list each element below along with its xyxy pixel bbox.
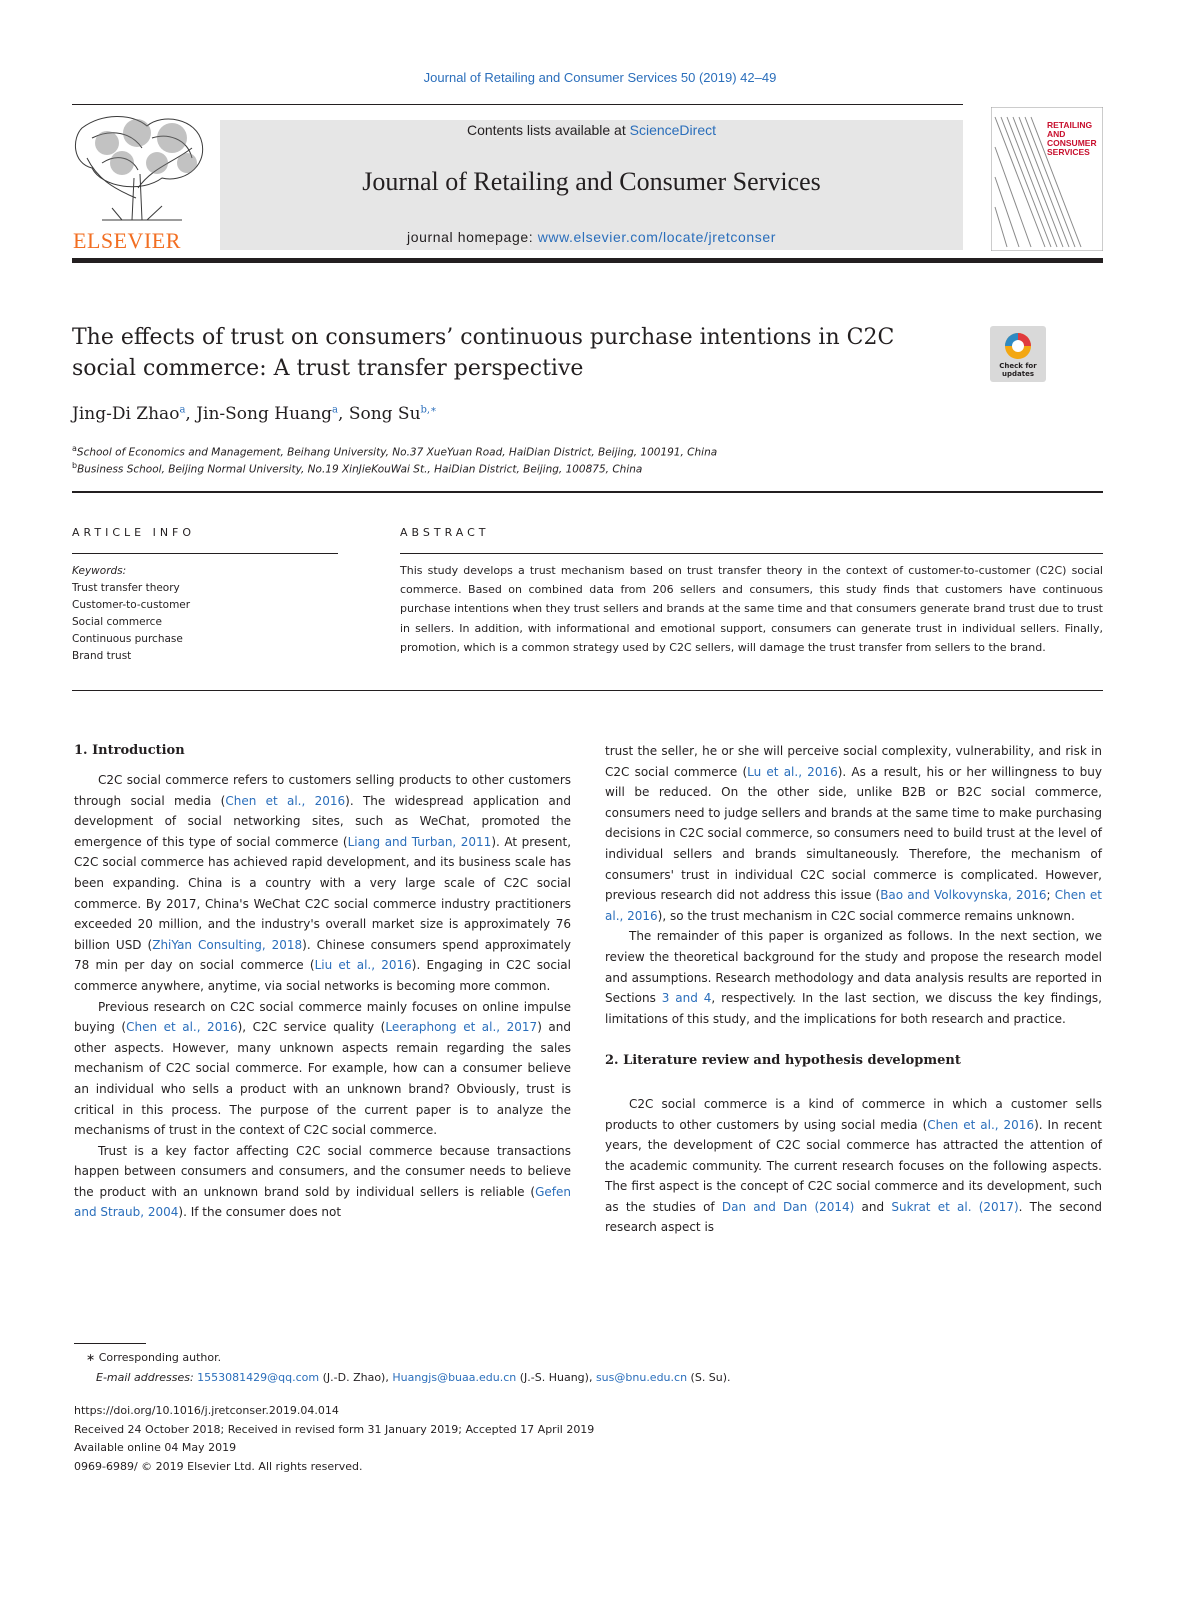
journal-cover-thumbnail (991, 107, 1103, 251)
paragraph-text: ). In recent years, the development of C2C social commerce has attracted the attention of the academic community. The current research focuses on the following aspects. The first aspect is the concept of C2C social commerce and its development, such as the studies of (605, 1117, 1103, 1214)
header-rule (72, 104, 963, 105)
crossmark-label-line: Check for (999, 362, 1037, 370)
body-paragraph (605, 741, 1102, 926)
homepage-line (220, 229, 963, 245)
citation-link[interactable]: Lu et al., 2016 (747, 764, 838, 779)
affiliation-text: Business School, Beijing Normal University, No.19 XinJieKouWai St., HaiDian District, Beijing, 100875, China (77, 463, 643, 476)
paragraph-text: C2C social commerce refers to customers selling products to other customers through social media ( (74, 773, 571, 808)
author-name[interactable]: Song Su (348, 404, 421, 424)
body-paragraph (605, 1094, 1102, 1238)
section-heading-introduction: 1. Introduction (74, 743, 185, 758)
available-online-date: Available online 04 May 2019 (74, 1441, 237, 1454)
email-owner: (J.-D. Zhao), (319, 1371, 393, 1384)
keyword-item: Continuous purchase (72, 633, 183, 645)
citation-link[interactable]: Leeraphong et al., 2017 (385, 1020, 538, 1035)
paragraph-text: and (854, 1199, 892, 1214)
paragraph-text: ). Engaging in C2C social commerce anywhere, anytime, via social networks is becoming more common. (74, 958, 571, 993)
author-name[interactable]: Jing-Di Zhao (72, 404, 180, 424)
corresponding-author-note: ∗ Corresponding author. (86, 1351, 222, 1364)
publisher-name: ELSEVIER (73, 228, 181, 253)
citation-link[interactable]: Bao and Volkovynska, 2016 (880, 888, 1047, 903)
journal-citation-link[interactable]: Journal of Retailing and Consumer Services 50 (2019) 42–49 (423, 70, 777, 85)
keyword-item: Trust transfer theory (72, 582, 180, 594)
crossmark-label-line: updates (1002, 370, 1034, 378)
citation-link[interactable]: Gefen and Straub, 2004 (74, 1184, 571, 1220)
citation-link[interactable]: Liang and Turban, 2011 (347, 834, 492, 849)
author-affiliation-mark[interactable]: b,∗ (420, 404, 437, 416)
paragraph-text: ), so the trust mechanism in C2C social commerce remains unknown. (657, 908, 1075, 923)
paragraph-text: ). At present, C2C social commerce has achieved rapid development, and its business scale has been expanding. China is a country with a very large scale of C2C social commerce. By 2017, China's WeChat C2C social commerce industry practitioners exceeded 20 million, and the industry's overall market size is approximately 76 billion USD ( (74, 834, 572, 952)
citation-link[interactable]: ZhiYan Consulting, 2018 (152, 937, 303, 952)
section-rule (72, 491, 1103, 493)
contents-line (220, 122, 963, 138)
citation-link[interactable]: Chen et al., 2016 (225, 793, 346, 808)
doi-link[interactable]: https://doi.org/10.1016/j.jretconser.2019.04.014 (74, 1404, 339, 1417)
article-title (72, 322, 972, 384)
citation-link[interactable]: Sukrat et al. (2017) (891, 1199, 1019, 1214)
body-paragraph (74, 770, 571, 997)
section-rule (72, 690, 1103, 691)
journal-title: Journal of Retailing and Consumer Services (362, 167, 821, 196)
body-paragraph (74, 1141, 571, 1223)
paragraph-text: ). As a result, his or her willingness to buy will be reduced. On the other side, unlike B2B or B2C social commerce, consumers need to judge sellers and brands at the same time to make purchasing decisions in C2C social commerce, so consumers need to build trust at the level of individual sellers and brands simultaneously. Therefore, the mechanism of consumers' trust in individual C2C social commerce is complicated. However, previous research did not address this issue ( (605, 764, 1103, 903)
journal-homepage-link[interactable]: www.elsevier.com/locate/jretconser (537, 229, 776, 245)
keyword-item: Customer-to-customer (72, 599, 191, 611)
citation-link[interactable]: Chen et al., 2016 (605, 888, 1102, 923)
keyword-item: Brand trust (72, 650, 132, 662)
citation-link[interactable]: Liu et al., 2016 (314, 958, 412, 973)
author-affiliation-mark[interactable]: a (179, 404, 186, 416)
paragraph-text: , respectively. In the last section, we discuss the key findings, limitations of this study, and the implications for both research and practice. (605, 991, 1102, 1026)
cover-title-line: RETAILING (1047, 120, 1093, 130)
paragraph-text: Trust is a key factor affecting C2C social commerce because transactions happen between consumers and consumers, and the consumer needs to believe the product with an unknown brand sold by individual sellers is reliable ( (74, 1143, 571, 1199)
citation-link[interactable]: 3 and 4 (661, 991, 712, 1006)
check-for-updates-badge[interactable] (990, 326, 1046, 382)
paragraph-text: Previous research on C2C social commerce mainly focuses on online impulse buying ( (74, 999, 571, 1035)
sciencedirect-link[interactable]: ScienceDirect (629, 122, 716, 138)
email-owner: (S. Su). (687, 1371, 731, 1384)
citation-link[interactable]: Dan and Dan (2014) (721, 1199, 855, 1214)
paragraph-text: . The second research aspect is (605, 1199, 1102, 1235)
footnote-rule (74, 1343, 146, 1344)
author-affiliation-mark[interactable]: a (332, 404, 338, 416)
paragraph-text: trust the seller, he or she will perceive social complexity, vulnerability, and risk in C2C social commerce ( (605, 744, 1102, 779)
body-paragraph (605, 926, 1102, 1029)
affiliation-text: School of Economics and Management, Beihang University, No.37 XueYuan Road, HaiDian District, Beijing, 100191, China (76, 446, 718, 459)
left-text-column (74, 770, 571, 1223)
affiliation-mark: b (72, 461, 78, 470)
body-paragraph (74, 997, 571, 1141)
received-dates: Received 24 October 2018; Received in revised form 31 January 2019; Accepted 17 April 2019 (74, 1423, 595, 1436)
paragraph-text: ). The widespread application and development of social networking sites, such as WeChat, promoted the emergence of this type of social commerce ( (74, 793, 571, 849)
cover-title-line: CONSUMER (1047, 138, 1097, 148)
paragraph-text: ). If the consumer does not (178, 1205, 342, 1220)
author-name[interactable]: Jin-Song Huang (196, 404, 333, 424)
crossmark-label (990, 362, 1046, 378)
paragraph-text: The remainder of this paper is organized as follows. In the next section, we review the theoretical background for the study and propose the research model and assumptions. Research methodology and data analysis results are reported in Sections (605, 929, 1102, 1006)
paragraph-text: ), C2C service quality ( (237, 1020, 386, 1035)
paragraph-text: C2C social commerce is a kind of commerce in which a customer sells products to other customers by using social media ( (605, 1096, 1102, 1132)
keyword-item: Social commerce (72, 616, 162, 628)
paragraph-text: ). Chinese consumers spend approximately 78 min per day on social commerce ( (74, 937, 571, 973)
citation-link[interactable]: Chen et al., 2016 (126, 1020, 238, 1035)
affiliation-a (72, 444, 717, 459)
copyright-notice: 0969-6989/ © 2019 Elsevier Ltd. All rights reserved. (74, 1460, 363, 1473)
article-info-rule (72, 553, 338, 554)
email-link[interactable]: 1553081429@qq.com (197, 1371, 320, 1384)
citation-link[interactable]: Chen et al., 2016 (927, 1117, 1035, 1132)
paragraph-text: ) and other aspects. However, many unknown aspects remain regarding the sales mechanism of C2C social commerce. For example, how can a consumer believe an individual who sells a product with an unknown brand? Obviously, trust is critical in this process. The purpose of the current paper is to analyze the mechanisms of trust in the context of C2C social commerce. (74, 1020, 571, 1138)
title-line-1: The effects of trust on consumers’ continuous purchase intentions in C2C (72, 325, 895, 350)
section-heading-literature-review: 2. Literature review and hypothesis development (605, 1053, 961, 1069)
masthead-rule (72, 258, 1103, 263)
email-label: E-mail addresses: (96, 1371, 194, 1384)
email-link[interactable]: Huangjs@buaa.edu.cn (392, 1371, 517, 1384)
email-owner: (J.-S. Huang), (516, 1371, 596, 1384)
abstract-text: This study develops a trust mechanism based on trust transfer theory in the context of customer-to-customer (C2C) social commerce. Based on combined data from 206 sellers and consumers, this study finds that customers have continuous purchase intentions when they trust sellers and brands at the same time and that consumers generate brand trust due to trust in sellers. In addition, with informational and emotional support, consumers can generate trust in individual sellers. Finally, promotion, which is a common strategy used by C2C sellers, will damage the trust transfer from sellers to the brand. (400, 564, 1103, 654)
author-list: Jing-Di Zhao$^a$, Jin-Song Huang$^a$, Song $Su^{b,∗}$ (72, 404, 437, 424)
homepage-prefix: journal homepage: (407, 229, 538, 245)
abstract-rule (400, 553, 1103, 554)
abstract-heading: ABSTRACT (400, 526, 490, 539)
cover-title-line: SERVICES (1047, 147, 1090, 157)
email-addresses (96, 1371, 731, 1384)
title-line-2: social commerce: A trust transfer perspective (72, 356, 584, 381)
affiliation-mark: a (72, 444, 77, 453)
article-info-heading: ARTICLE INFO (72, 526, 196, 539)
right-text-column (605, 741, 1102, 1238)
affiliation-b (72, 461, 642, 476)
keywords-label: Keywords: (72, 565, 127, 577)
paragraph-text: ; (1046, 888, 1055, 903)
contents-prefix: Contents lists available at (466, 122, 630, 138)
cover-title (1047, 121, 1103, 157)
cover-title-line: AND (1047, 129, 1066, 139)
email-link[interactable]: sus@bnu.edu.cn (595, 1371, 688, 1384)
